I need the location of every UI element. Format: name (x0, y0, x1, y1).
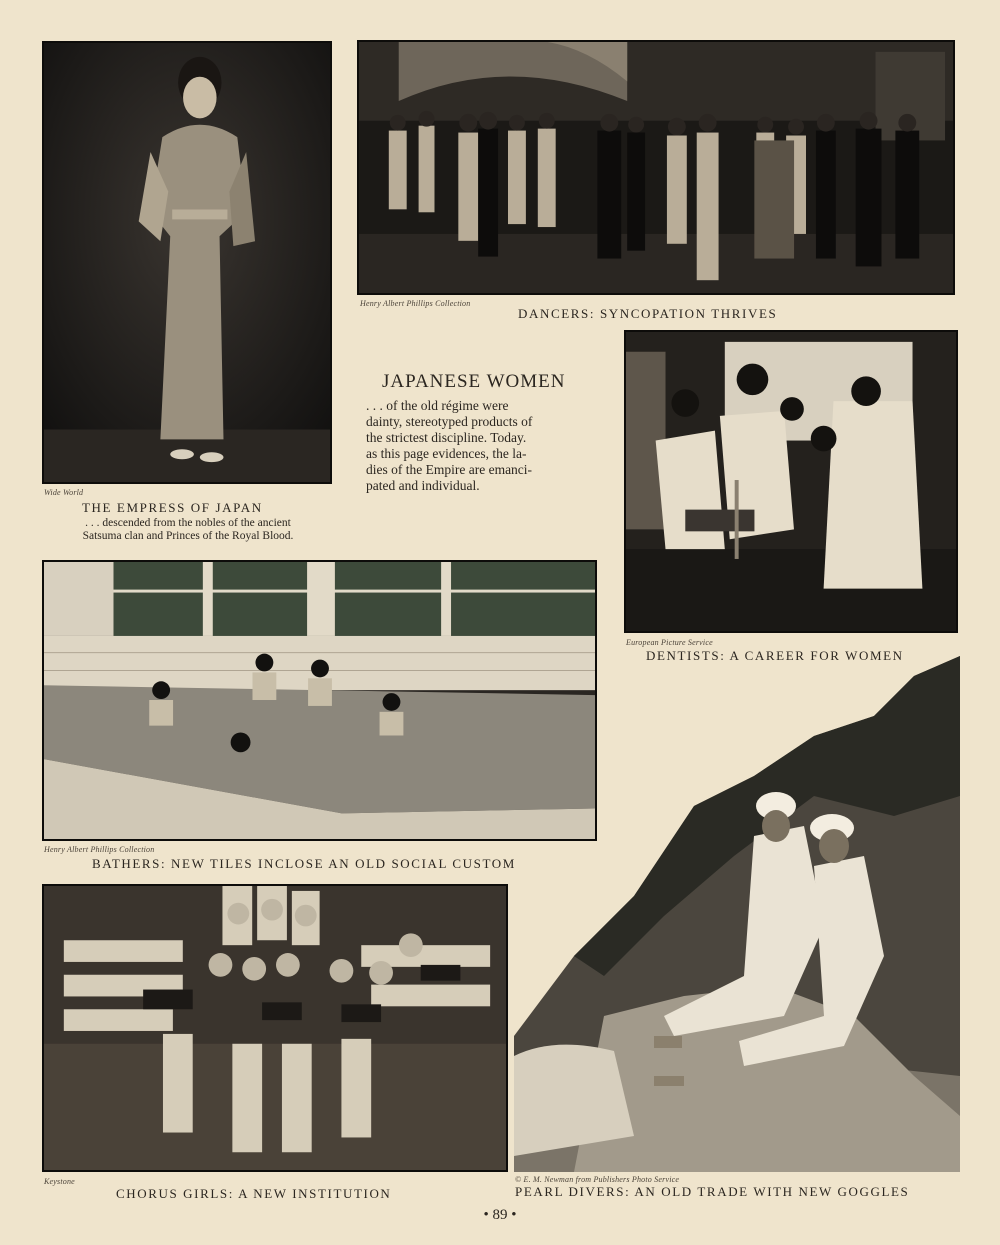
divers-caption: PEARL DIVERS: AN OLD TRADE WITH NEW GOGGLES (515, 1184, 910, 1199)
bathers-credit: Henry Albert Phillips Collection (44, 845, 155, 854)
intro-title: JAPANESE WOMEN (382, 371, 566, 392)
divers-image (514, 656, 964, 1172)
dentists-image (626, 332, 956, 631)
bathers-caption: BATHERS: NEW TILES INCLOSE AN OLD SOCIAL CUSTOM (92, 856, 516, 871)
dancers-image (359, 42, 953, 293)
dentists-photo (624, 330, 958, 633)
divers-credit: © E. M. Newman from Publishers Photo Service (515, 1175, 680, 1184)
empress-subcaption (40, 517, 336, 543)
empress-image (44, 43, 330, 482)
chorus-caption: CHORUS GIRLS: A NEW INSTITUTION (116, 1186, 392, 1201)
empress-caption: THE EMPRESS OF JAPAN (82, 500, 263, 515)
intro-body (366, 398, 578, 494)
bathers-image (44, 562, 595, 839)
intro-line: dies of the Empire are emanci- (366, 462, 533, 477)
intro-line: . . . of the old régime were (366, 398, 509, 413)
intro-line: as this page evidences, the la- (366, 446, 527, 461)
intro-line: pated and individual. (366, 478, 480, 493)
chorus-photo (42, 884, 508, 1172)
dancers-photo (357, 40, 955, 295)
empress-subcaption-line: . . . descended from the nobles of the ancient (85, 517, 291, 529)
dentists-credit: European Picture Service (626, 638, 713, 647)
empress-photo (42, 41, 332, 484)
dentists-caption: DENTISTS: A CAREER FOR WOMEN (646, 648, 904, 663)
dancers-caption: DANCERS: SYNCOPATION THRIVES (518, 306, 778, 321)
intro-line: the strictest discipline. Today. (366, 430, 527, 445)
dancers-credit: Henry Albert Phillips Collection (360, 299, 471, 308)
intro-line: dainty, stereotyped products of (366, 414, 533, 429)
page-number: • 89 • (483, 1207, 517, 1223)
empress-credit: Wide World (44, 488, 84, 497)
empress-subcaption-line: Satsuma clan and Princes of the Royal Blood. (82, 530, 294, 542)
chorus-credit: Keystone (44, 1177, 75, 1186)
chorus-image (44, 886, 506, 1170)
divers-photo (514, 656, 964, 1172)
